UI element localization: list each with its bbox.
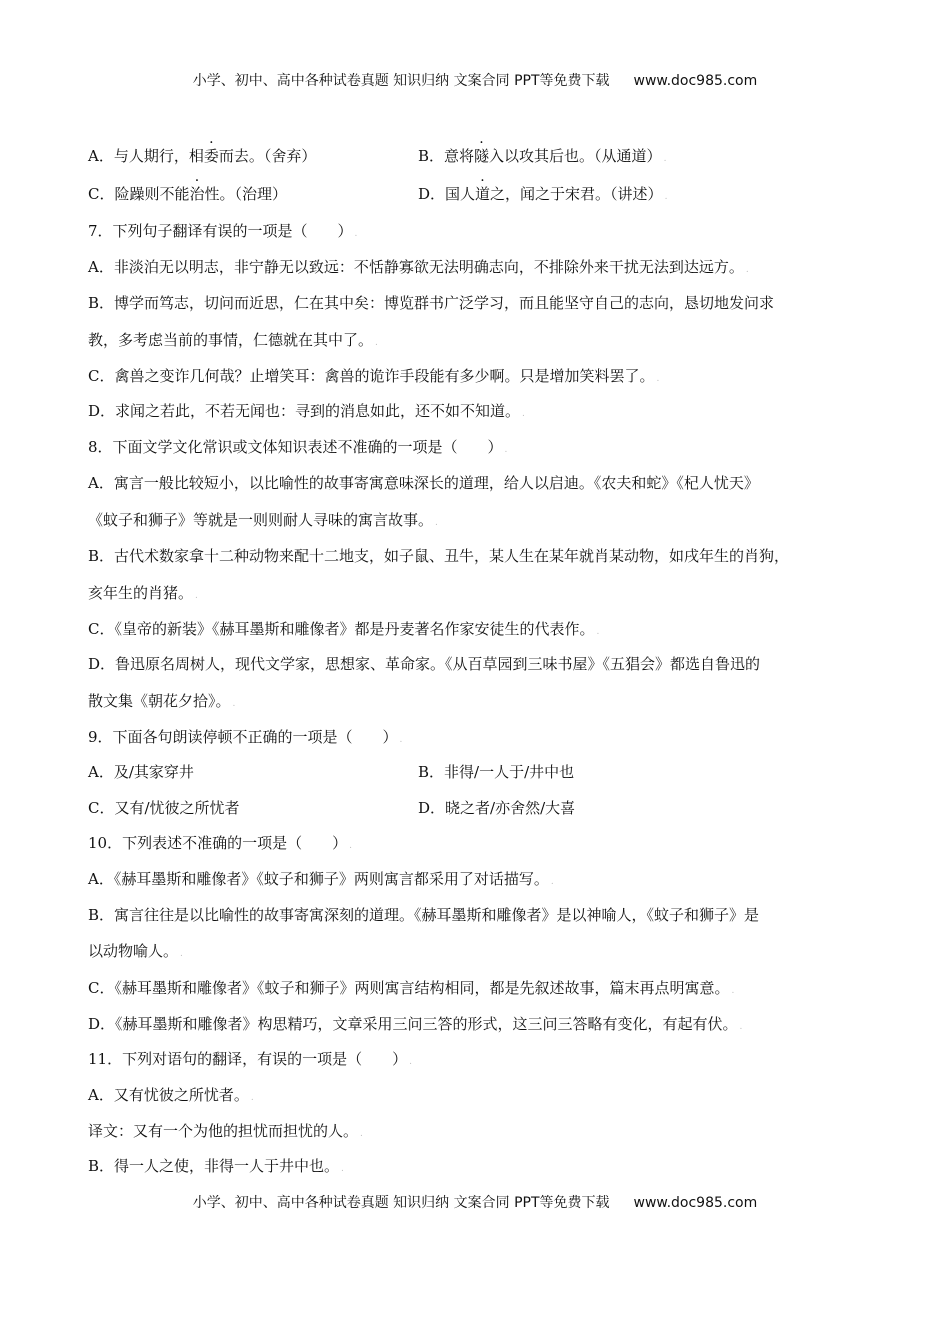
q8-option-d: D．鲁迅原名周树人，现代文学家，思想家、革命家。《从百草园到三味书屋》《五猖会》都选自鲁迅的 <box>88 655 761 673</box>
q10-option-b: B．寓言往往是以比喻性的故事寄寓深刻的道理。《赫耳墨斯和雕像者》是以神喻人，《蚊子和狮子》是 <box>88 906 760 924</box>
q8-option-a-cont: 《蚊子和狮子》等就是一则则耐人寻味的寓言故事。 . <box>88 511 438 529</box>
q10-option-c: C．《赫耳墨斯和雕像者》《蚊子和狮子》两则寓言结构相同，都是先叙述故事，篇末再点明寓意。 . <box>88 979 735 997</box>
q7-option-c: C．禽兽之变诈几何哉？止增笑耳：禽兽的诡诈手段能有多少啊。只是增加笑料罢了。 . <box>88 367 660 385</box>
q11-option-a-translation: 译文：又有一个为他的担忧而担忧的人。 . <box>88 1122 363 1140</box>
emphasis-char: 委 <box>203 147 219 165</box>
q7-option-a: A．非淡泊无以明志，非宁静无以致远：不恬静寡欲无法明确志向，不排除外来干扰无法到达远方。 . <box>88 258 749 276</box>
q6-option-a: A．与人期行，相委而去。（舍弃） <box>88 147 317 165</box>
emphasis-char: 隧 <box>474 147 490 165</box>
q7-option-b: B．博学而笃志，切问而近思，仁在其中矣：博览群书广泛学习，而且能坚守自己的志向，恳切地发问求 <box>88 294 775 312</box>
q10-option-b-cont: 以动物喻人。 . <box>88 942 183 960</box>
page-footer <box>0 1192 950 1212</box>
q8-option-b: B．古代术数家拿十二种动物来配十二地支，如子鼠、丑牛，某人生在某年就肖某动物，如戌年生的肖狗， <box>88 547 790 565</box>
q7-option-d: D．求闻之若此，不若无闻也：寻到的消息如此，还不如不知道。 . <box>88 402 525 420</box>
q11-stem: 11．下列对语句的翻译，有误的一项是（ ） . <box>88 1050 412 1068</box>
q8-option-a: A．寓言一般比较短小，以比喻性的故事寄寓意味深长的道理，给人以启迪。《农夫和蛇》《杞人忧天》 <box>88 474 759 492</box>
q8-option-d-cont: 散文集《朝花夕拾》。 . <box>88 692 236 710</box>
q11-option-b: B．得一人之使，非得一人于井中也。 . <box>88 1157 344 1175</box>
q8-option-c: C．《皇帝的新装》《赫耳墨斯和雕像者》都是丹麦著名作家安徒生的代表作。 . <box>88 620 600 638</box>
header-text: 小学、初中、高中各种试卷真题 知识归纳 文案合同 PPT等免费下载 <box>192 73 610 89</box>
emphasis-char: 道 <box>475 185 491 203</box>
q10-option-a: A．《赫耳墨斯和雕像者》《蚊子和狮子》两则寓言都采用了对话描写。 . <box>88 870 554 888</box>
footer-text: 小学、初中、高中各种试卷真题 知识归纳 文案合同 PPT等免费下载 <box>192 1195 610 1211</box>
q10-stem: 10．下列表述不准确的一项是（ ） . <box>88 834 352 852</box>
emphasis-char: 治 <box>189 185 205 203</box>
q9-stem: 9．下面各句朗读停顿不正确的一项是（ ） . <box>88 728 403 746</box>
q6-option-c: C．险躁则不能治性。（治理） <box>88 185 288 203</box>
q9-option-a: A．及/其家穿井 <box>88 763 194 781</box>
q7-option-b-cont: 教，多考虑当前的事情，仁德就在其中了。 . <box>88 331 378 349</box>
header-url[interactable]: www.doc985.com <box>633 73 758 89</box>
q9-option-d: D．晓之者/亦舍然/大喜 <box>418 799 576 817</box>
q9-option-b: B．非得/一人于/井中也 <box>418 763 575 781</box>
q8-option-b-cont: 亥年生的肖猪。 . <box>88 584 198 602</box>
q11-option-a: A．又有忧彼之所忧者。 . <box>88 1086 254 1104</box>
footer-url[interactable]: www.doc985.com <box>633 1195 758 1211</box>
q6-option-d: D．国人道之，闻之于宋君。（讲述） . <box>418 185 668 203</box>
q10-option-d: D．《赫耳墨斯和雕像者》构思精巧，文章采用三问三答的形式，这三问三答略有变化，有起有伏。 . <box>88 1015 743 1033</box>
q6-option-b: B．意将隧入以攻其后也。（从通道） . <box>418 147 667 165</box>
q9-option-c: C．又有/忧彼之所忧者 <box>88 799 240 817</box>
page-header <box>0 70 950 90</box>
q7-stem: 7．下列句子翻译有误的一项是（ ） . <box>88 222 358 240</box>
q8-stem: 8．下面文学文化常识或文体知识表述不准确的一项是（ ） . <box>88 438 508 456</box>
